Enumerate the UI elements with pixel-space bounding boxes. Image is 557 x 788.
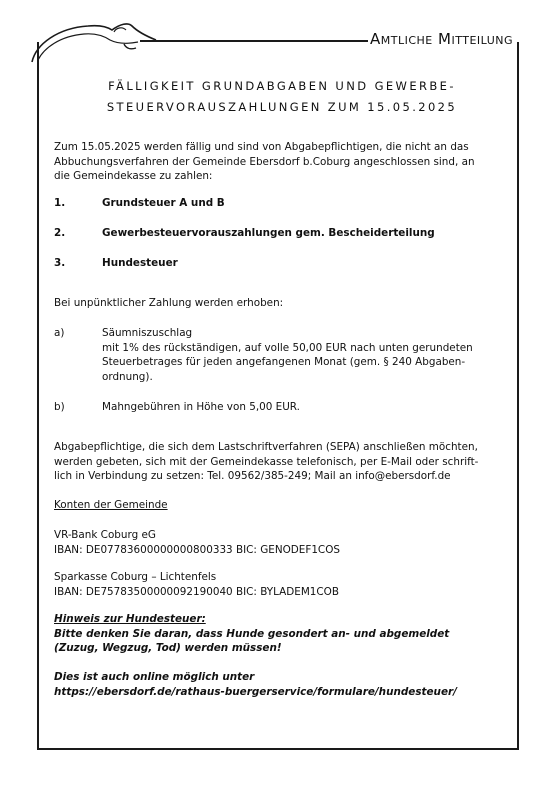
- charge-text: [102, 400, 300, 415]
- bank-account: [54, 570, 339, 599]
- online-url-link[interactable]: https://ebersdorf.de/rathaus-buergerservice/formulare/hundesteuer/: [54, 685, 457, 698]
- intro-line: die Gemeindekasse zu zahlen:: [54, 170, 213, 182]
- charge-line: Steuerbetrages für jeden angefangenen Monat (gem. § 240 Abgaben-: [102, 356, 466, 368]
- online-notice: [54, 670, 457, 699]
- list-item-number: 3.: [54, 257, 66, 269]
- sepa-line: lich in Verbindung zu setzen: Tel. 09562/385-249; Mail an info@ebersdorf.de: [54, 470, 451, 482]
- notice-title: [56, 76, 508, 118]
- bank-name: Sparkasse Coburg – Lichtenfels: [54, 571, 217, 583]
- charge-line: ordnung).: [102, 370, 153, 383]
- sepa-line: werden gebeten, sich mit der Gemeindekasse telefonisch, per E-Mail oder schrift-: [54, 455, 479, 468]
- charge-label: b): [54, 401, 65, 413]
- list-item-text: Grundsteuer A und B: [102, 197, 225, 209]
- bank-account: [54, 528, 340, 557]
- accounts-heading: Konten der Gemeinde: [54, 499, 168, 511]
- dog-tax-notice: [54, 612, 449, 656]
- list-item-text: Hundesteuer: [102, 257, 178, 269]
- online-line: Dies ist auch online möglich unter: [54, 671, 255, 683]
- notice-body: [54, 140, 504, 698]
- dog-tax-line: (Zuzug, Wegzug, Tod) werden müssen!: [54, 642, 282, 654]
- bank-details: IBAN: DE75783500000092190040 BIC: BYLADEM1COB: [54, 585, 339, 598]
- bank-details: IBAN: DE07783600000000800333 BIC: GENODEF1COS: [54, 543, 340, 556]
- charge-text: [102, 326, 473, 384]
- dog-tax-line: Bitte denken Sie daran, dass Hunde gesondert an- und abgemeldet: [54, 627, 450, 640]
- list-item-number: 2.: [54, 227, 66, 239]
- late-payment-heading: Bei unpünktlicher Zahlung werden erhoben:: [54, 297, 284, 309]
- title-line: FÄLLIGKEIT GRUNDABGABEN UND GEWERBE-: [108, 79, 456, 93]
- header-title: Amtliche Mitteilung: [370, 30, 514, 48]
- sepa-line: Abgabepflichtige, die sich dem Lastschriftverfahren (SEPA) anschließen möchten,: [54, 441, 478, 453]
- intro-line: Zum 15.05.2025 werden fällig und sind von Abgabepflichtigen, die nicht an das: [54, 141, 469, 153]
- charge-line: mit 1% des rückständigen, auf volle 50,00 EUR nach unten gerundeten: [102, 341, 473, 354]
- intro-paragraph: [54, 140, 504, 184]
- list-item-number: 1.: [54, 197, 66, 209]
- charge-line: Mahngebühren in Höhe von 5,00 EUR.: [102, 401, 300, 413]
- charge-label: a): [54, 327, 65, 339]
- intro-line: Abbuchungsverfahren der Gemeinde Ebersdorf b.Coburg angeschlossen sind, an: [54, 155, 475, 168]
- dog-tax-heading: Hinweis zur Hundesteuer:: [54, 613, 206, 625]
- title-line: STEUERVORAUSZAHLUNGEN ZUM 15.05.2025: [106, 100, 458, 114]
- list-item-text: Gewerbesteuervorauszahlungen gem. Bescheiderteilung: [102, 227, 435, 239]
- bank-name: VR-Bank Coburg eG: [54, 529, 156, 541]
- charge-line: Säumniszuschlag: [102, 327, 193, 339]
- sepa-paragraph: [54, 440, 478, 484]
